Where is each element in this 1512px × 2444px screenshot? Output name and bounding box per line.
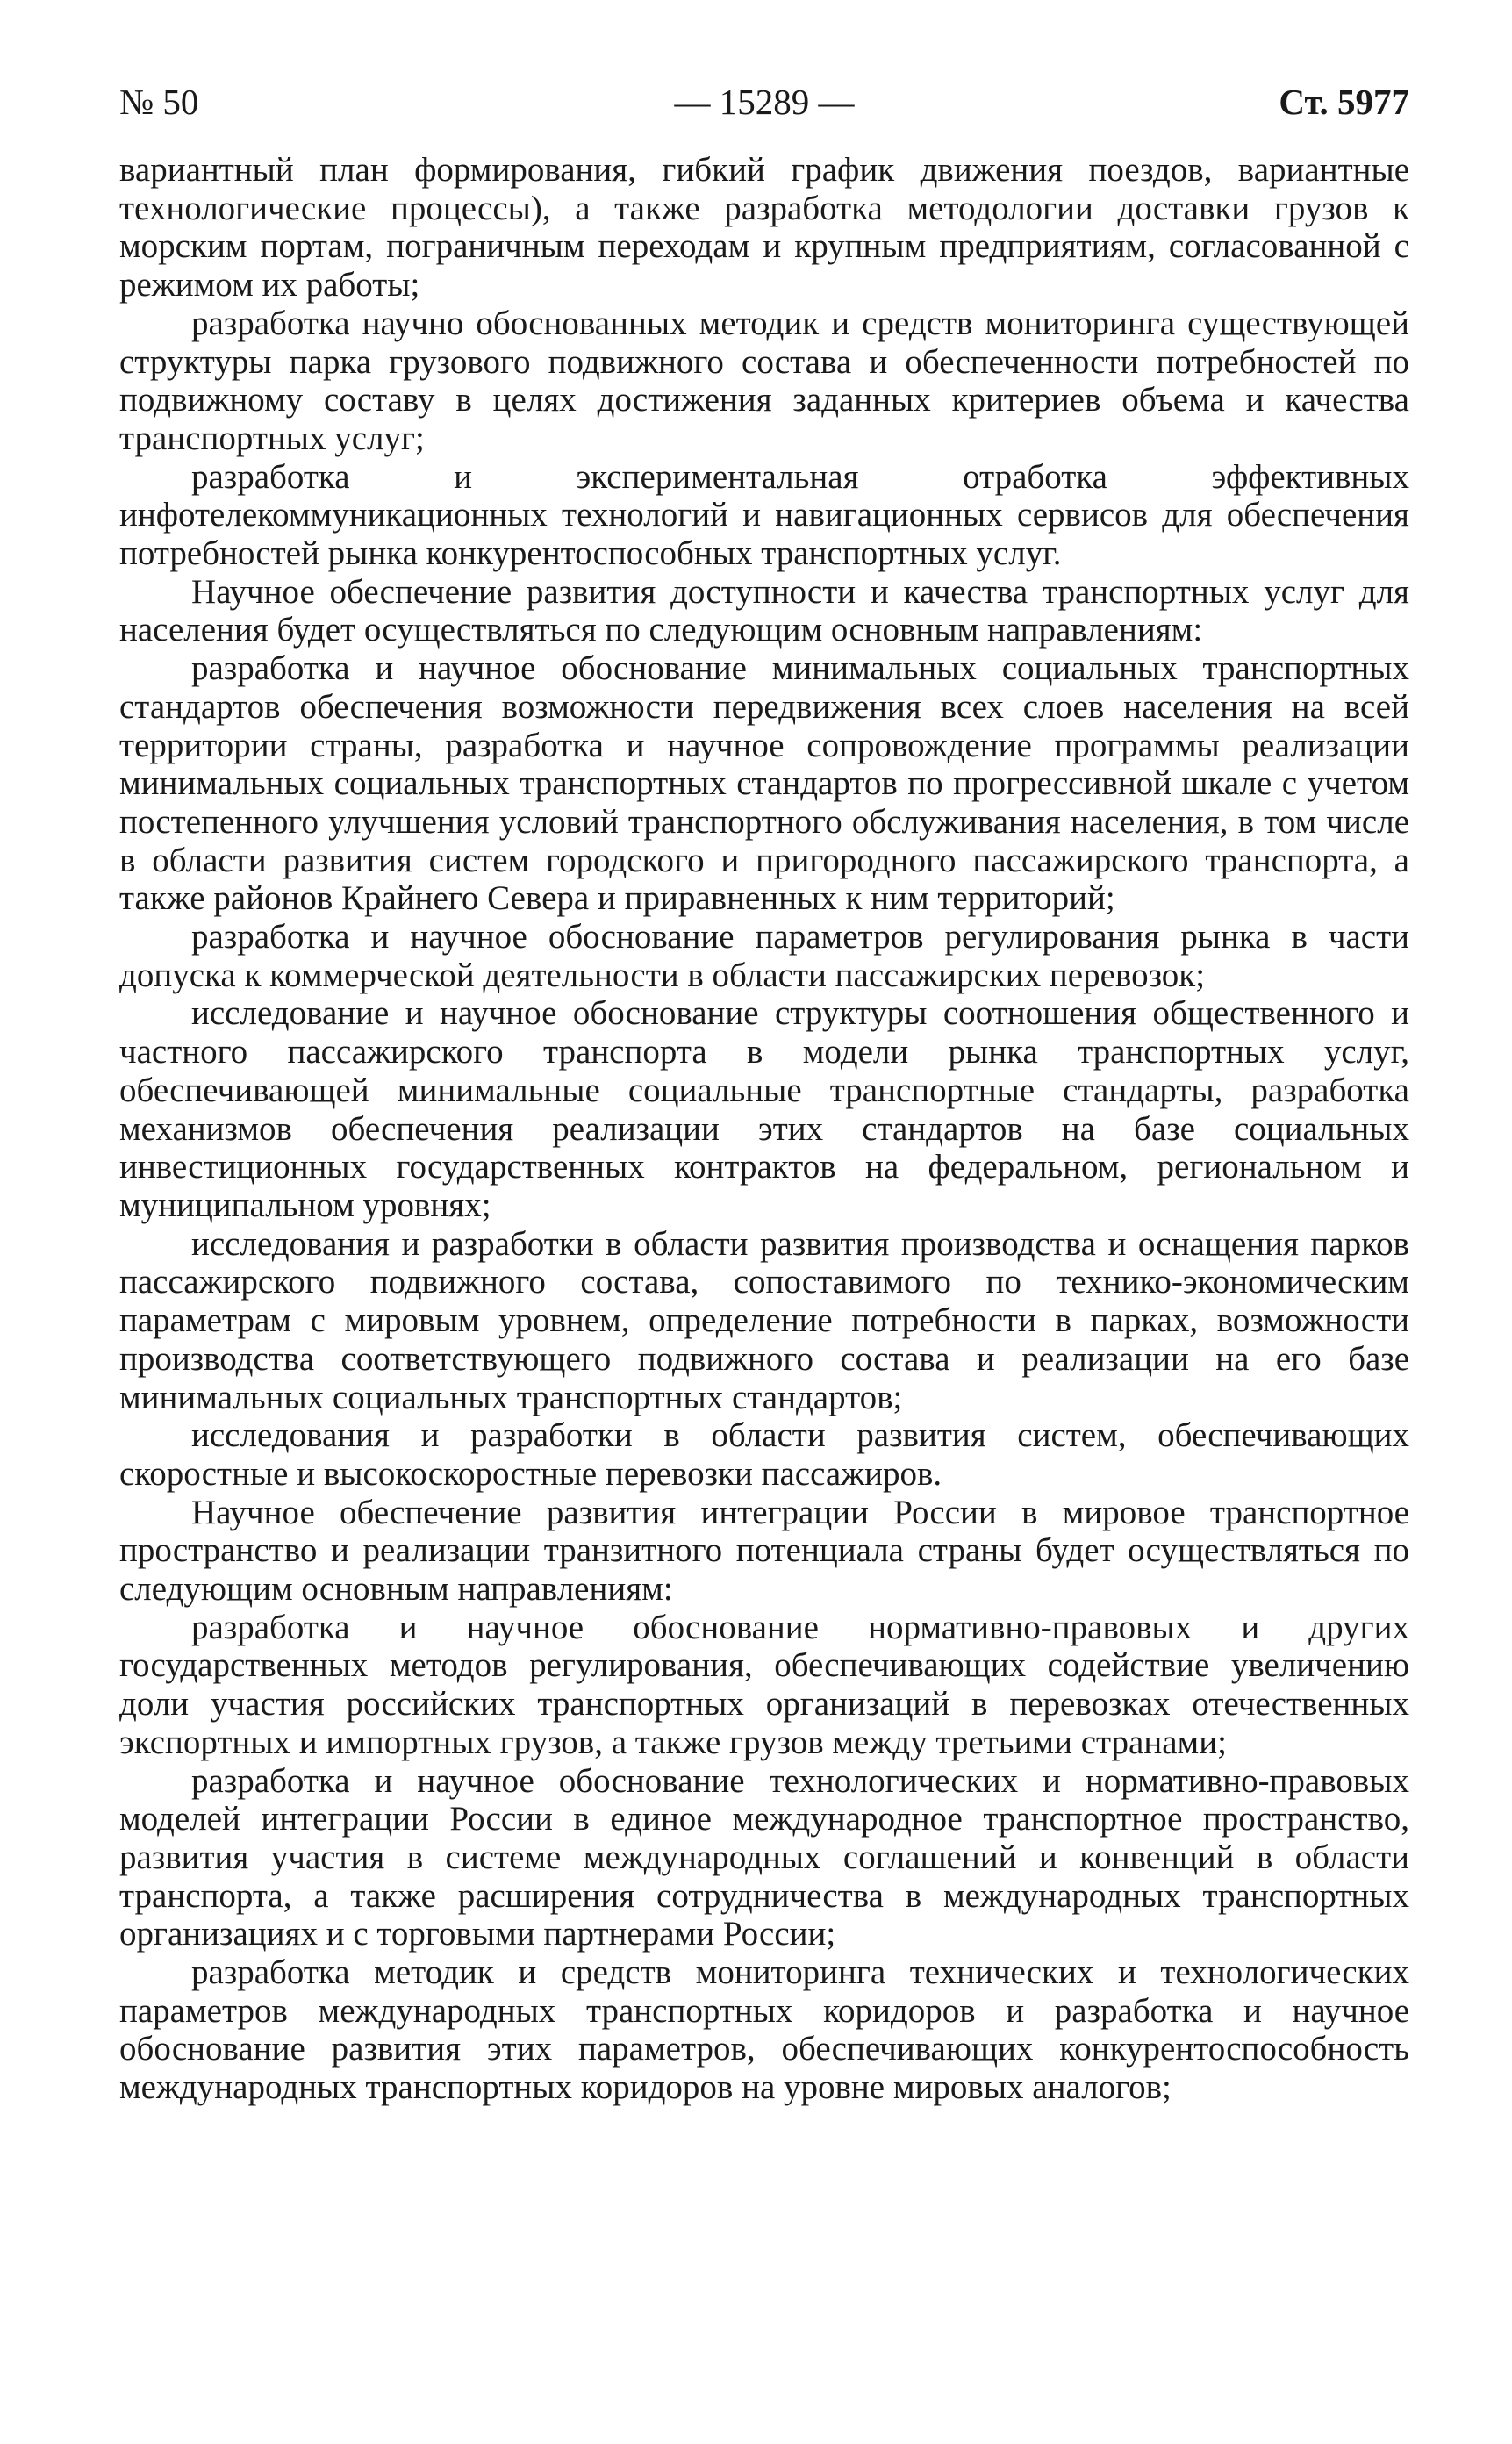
body-text [119,151,1409,2107]
paragraph: разработка методик и средств мониторинга технических и технологических параметров международных транспортных коридоров и разработка и научное обоснование развития этих параметров, обеспечивающих конкурентоспособность международных транспортных коридоров на уровне мировых аналогов; [119,1953,1409,2107]
paragraph: Научное обеспечение развития доступности и качества транспортных услуг для населения будет осуществляться по следующим основным направлениям: [119,572,1409,649]
paragraph: исследование и научное обоснование структуры соотношения общественного и частного пассажирского транспорта в модели рынка транспортных услуг, обеспечивающей минимальные социальные транспортные стандарты, разработка механизмов обеспечения реализации этих стандартов на базе социальных инвестиционных государственных контрактов на федеральном, региональном и муниципальном уровнях; [119,994,1409,1224]
paragraph: Научное обеспечение развития интеграции России в мировое транспортное пространство и реализации транзитного потенциала страны будет осуществляться по следующим основным направлениям: [119,1493,1409,1609]
paragraph: разработка и научное обоснование нормативно-правовых и других государственных методов регулирования, обеспечивающих содействие увеличению доли участия российских транспортных организаций в перевозках отечественных экспортных и импортных грузов, а также грузов между третьими странами; [119,1608,1409,1761]
paragraph: разработка и научное обоснование технологических и нормативно-правовых моделей интеграции России в единое международное транспортное пространство, развития участия в системе международных соглашений и конвенций в области транспорта, а также расширения сотрудничества в международных транспортных организациях и с торговыми партнерами России; [119,1761,1409,1953]
page-number: — 15289 — [674,82,855,122]
paragraph: исследования и разработки в области развития производства и оснащения парков пассажирского подвижного состава, сопоставимого по технико-экономическим параметрам с мировым уровнем, определение потребности в парках, возможности производства соответствующего подвижного состава и реализации на его базе минимальных социальных транспортных стандартов; [119,1224,1409,1416]
paragraph: разработка и экспериментальная отработка эффективных инфотелекоммуникационных технологий и навигационных сервисов для обеспечения потребностей рынка конкурентоспособных транспортных услуг. [119,457,1409,573]
article-number: Ст. 5977 [1279,82,1409,122]
page-header [119,75,1409,128]
paragraph: разработка и научное обоснование параметров регулирования рынка в части допуска к коммерческой деятельности в области пассажирских перевозок; [119,918,1409,994]
paragraph: разработка научно обоснованных методик и средств мониторинга существующей структуры парка грузового подвижного состава и обеспеченности потребностей по подвижному составу в целях достижения заданных критериев объема и качества транспортных услуг; [119,304,1409,457]
paragraph: разработка и научное обоснование минимальных социальных транспортных стандартов обеспечения возможности передвижения всех слоев населения на всей территории страны, разработка и научное сопровождение программы реализации минимальных социальных транспортных стандартов по прогрессивной шкале с учетом постепенного улучшения условий транспортного обслуживания населения, в том числе в области развития систем городского и пригородного пассажирского транспорта, а также районов Крайнего Севера и приравненных к ним территорий; [119,649,1409,918]
issue-number: № 50 [119,82,199,122]
paragraph: исследования и разработки в области развития систем, обеспечивающих скоростные и высокоскоростные перевозки пассажиров. [119,1416,1409,1493]
paragraph-continued: вариантный план формирования, гибкий график движения поездов, вариантные технологические процессы), а также разработка методологии доставки грузов к морским портам, пограничным переходам и крупным предприятиям, согласованной с режимом их работы; [119,151,1409,305]
